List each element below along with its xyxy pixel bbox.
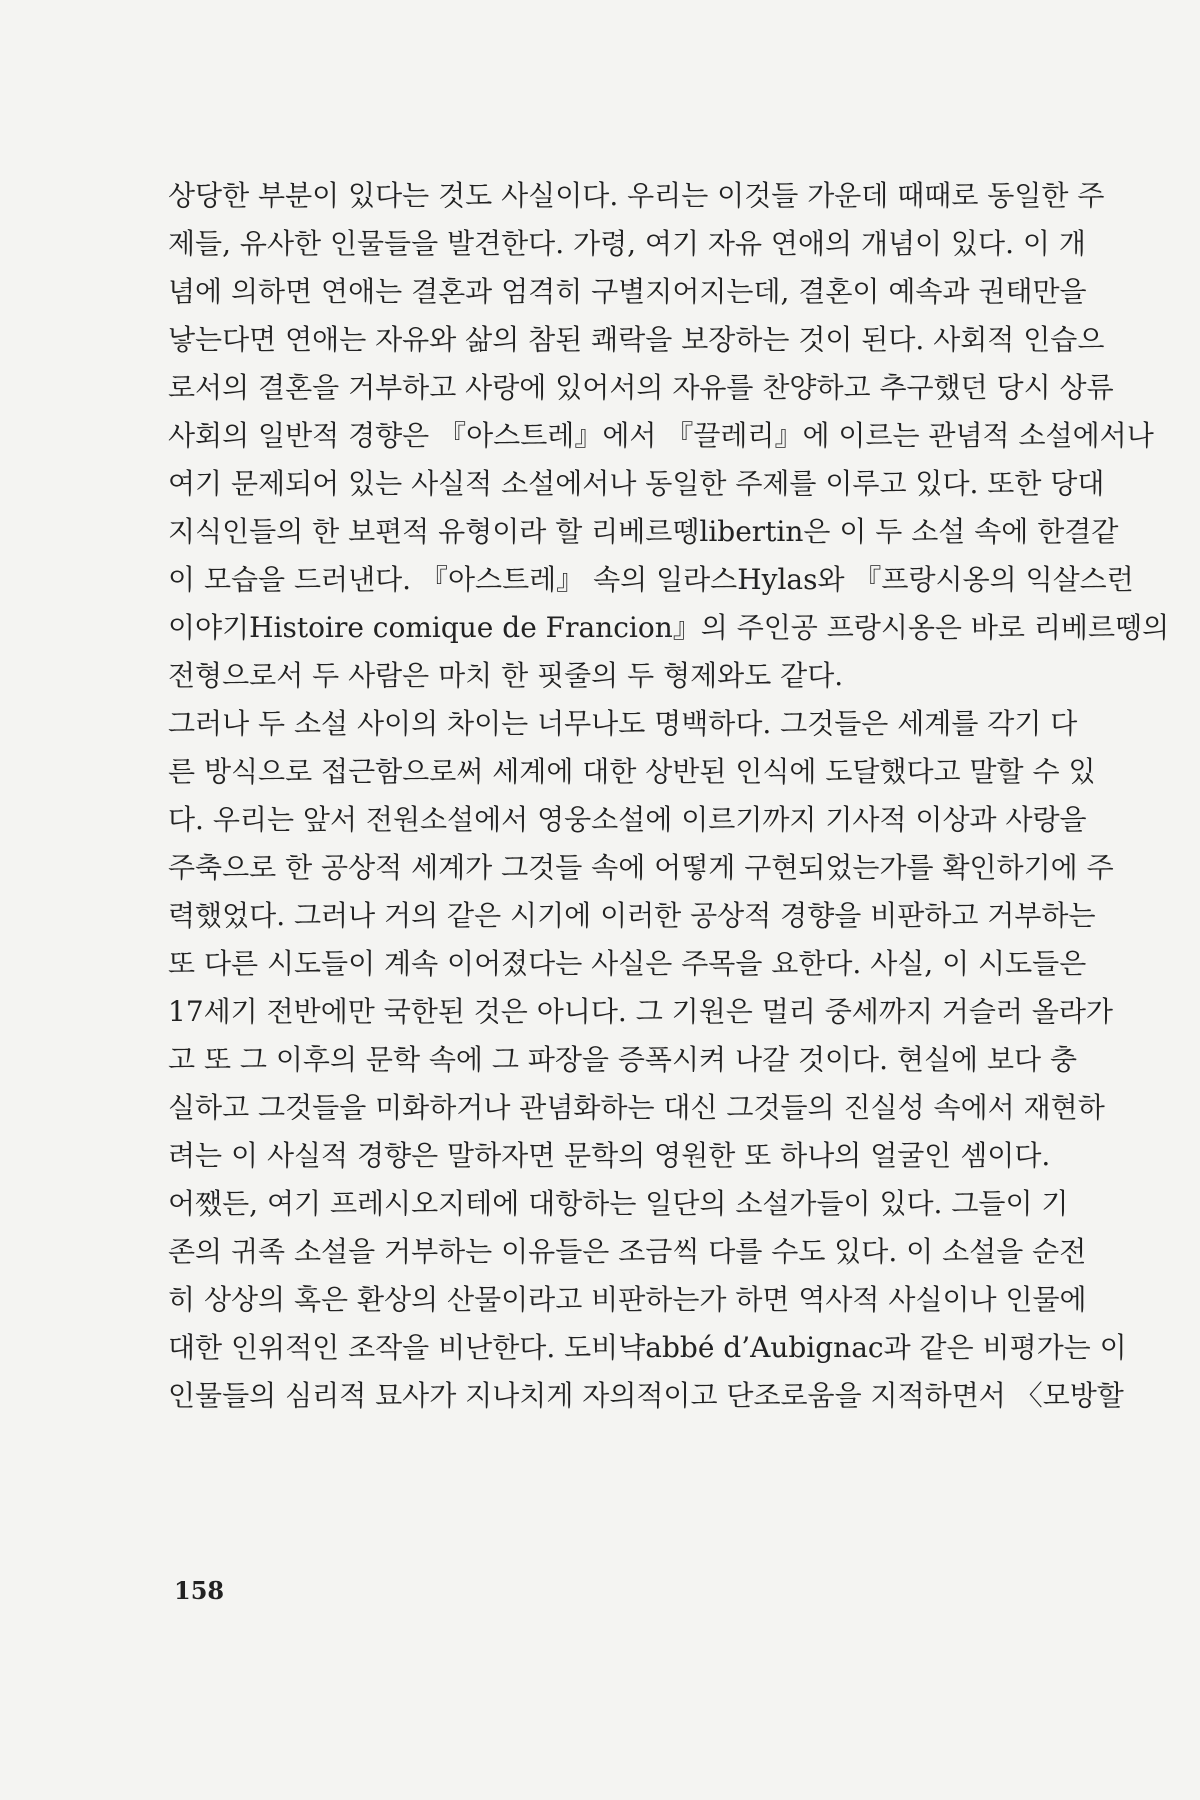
- text-line: 주축으로 한 공상적 세계가 그것들 속에 어떻게 구현되었는가를 확인하기에 주: [168, 851, 1114, 884]
- text-line: 히 상상의 혹은 환상의 산물이라고 비판하는가 하면 역사적 사실이나 인물에: [168, 1283, 1087, 1316]
- text-line: 념에 의하면 연애는 결혼과 엄격히 구별지어지는데, 결혼이 예속과 권태만을: [168, 275, 1087, 308]
- text-line: 또 다른 시도들이 계속 이어졌다는 사실은 주목을 요한다. 사실, 이 시도들은: [168, 947, 1087, 980]
- text-line: 어쨌든, 여기 프레시오지테에 대항하는 일단의 소설가들이 있다. 그들이 기: [168, 1187, 1069, 1220]
- text-line: 대한 인위적인 조작을 비난한다. 도비냑abbé d’Aubignac과 같은 비평가는 이: [168, 1331, 1127, 1364]
- text-line: 17세기 전반에만 국한된 것은 아니다. 그 기원은 멀리 중세까지 거슬러 올라가: [168, 995, 1113, 1028]
- body-text: [168, 172, 1170, 1420]
- text-line: 전형으로서 두 사람은 마치 한 핏줄의 두 형제와도 같다.: [168, 659, 844, 692]
- page-number: 158: [174, 1576, 225, 1605]
- text-line: 존의 귀족 소설을 거부하는 이유들은 조금씩 다를 수도 있다. 이 소설을 순전: [168, 1235, 1087, 1268]
- text-line: 고 또 그 이후의 문학 속에 그 파장을 증폭시켜 나갈 것이다. 현실에 보다 충: [168, 1043, 1078, 1076]
- text-line: 인물들의 심리적 묘사가 지나치게 자의적이고 단조로움을 지적하면서 〈모방할: [168, 1379, 1124, 1412]
- text-line: 그러나 두 소설 사이의 차이는 너무나도 명백하다. 그것들은 세계를 각기 다: [168, 707, 1078, 740]
- text-line: 실하고 그것들을 미화하거나 관념화하는 대신 그것들의 진실성 속에서 재현하: [168, 1091, 1105, 1124]
- text-line: 다. 우리는 앞서 전원소설에서 영웅소설에 이르기까지 기사적 이상과 사랑을: [168, 803, 1087, 836]
- text-line: 지식인들의 한 보편적 유형이라 할 리베르뗑libertin은 이 두 소설 속에 한결같: [168, 515, 1119, 548]
- text-line: 낳는다면 연애는 자유와 삶의 참된 쾌락을 보장하는 것이 된다. 사회적 인습으: [168, 323, 1105, 356]
- text-line: 여기 문제되어 있는 사실적 소설에서나 동일한 주제를 이루고 있다. 또한 당대: [168, 467, 1105, 500]
- text-line: 이야기Histoire comique de Francion』의 주인공 프랑시옹은 바로 리베르뗑의: [168, 611, 1170, 644]
- text-line: 려는 이 사실적 경향은 말하자면 문학의 영원한 또 하나의 얼굴인 셈이다.: [168, 1139, 1051, 1172]
- text-line: 력했었다. 그러나 거의 같은 시기에 이러한 공상적 경향을 비판하고 거부하는: [168, 899, 1096, 932]
- text-line: 사회의 일반적 경향은 『아스트레』에서 『끌레리』에 이르는 관념적 소설에서나: [168, 419, 1154, 452]
- text-line: 로서의 결혼을 거부하고 사랑에 있어서의 자유를 찬양하고 추구했던 당시 상류: [168, 371, 1114, 404]
- text-line: 이 모습을 드러낸다. 『아스트레』 속의 일라스Hylas와 『프랑시옹의 익살스런: [168, 563, 1134, 596]
- text-line: 제들, 유사한 인물들을 발견한다. 가령, 여기 자유 연애의 개념이 있다. 이 개: [168, 227, 1086, 260]
- text-line: 른 방식으로 접근함으로써 세계에 대한 상반된 인식에 도달했다고 말할 수 있: [168, 755, 1096, 788]
- text-line: 상당한 부분이 있다는 것도 사실이다. 우리는 이것들 가운데 때때로 동일한 주: [168, 179, 1105, 212]
